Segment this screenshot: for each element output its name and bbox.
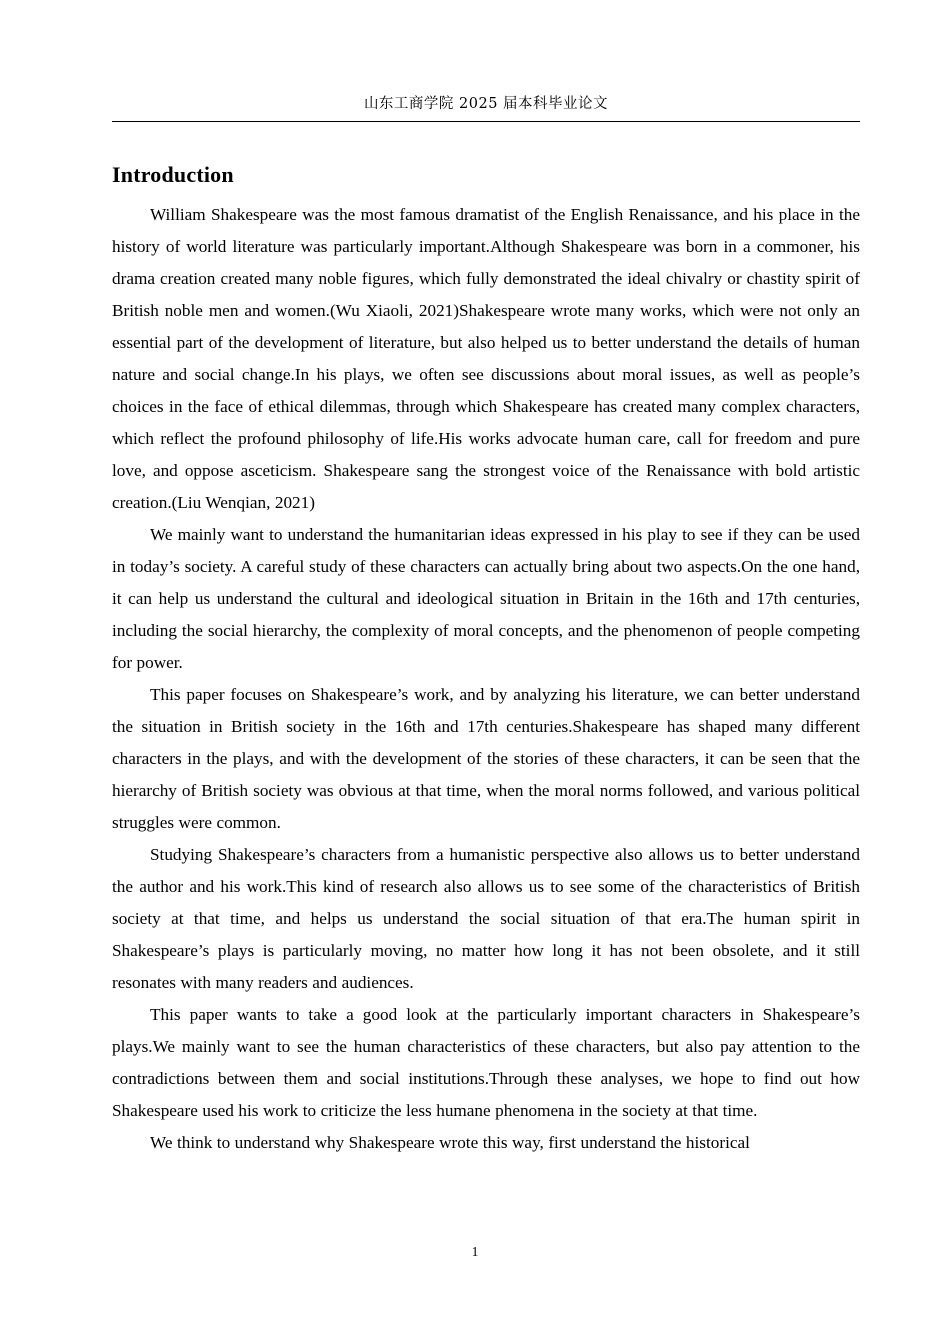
page-number: 1 [471, 1244, 479, 1259]
running-title: 山东工商学院 2025 届本科毕业论文 [363, 96, 609, 112]
paragraph: Studying Shakespeare’s characters from a humanistic perspective also allows us to better understand the author and his work.This kind of research also allows us to see some of the characteristics of British society at that time, and helps us understand the social situation of that era.The human spirit in Shakespeare’s plays is particularly moving, no matter how long it has not been obsolete, and it still resonates with many readers and audiences. [112, 844, 860, 992]
paragraph: We mainly want to understand the humanitarian ideas expressed in his play to see if they can be used in today’s society. A careful study of these characters can actually bring about two aspects.On the one hand, it can help us understand the cultural and ideological situation in Britain in the 16th and 17th centuries, including the social hierarchy, the complexity of moral concepts, and the phenomenon of people competing for power. [112, 524, 860, 672]
document-body [112, 160, 860, 1159]
page-header [112, 96, 860, 113]
header-divider [112, 121, 860, 122]
page-footer [0, 1244, 950, 1260]
paragraph: William Shakespeare was the most famous dramatist of the English Renaissance, and his place in the history of world literature was particularly important.Although Shakespeare was born in a commoner, his drama creation created many noble figures, which fully demonstrated the ideal chivalry or chastity spirit of British noble men and women.(Wu Xiaoli, 2021)Shakespeare wrote many works, which were not only an essential part of the development of literature, but also helped us to better understand the details of human nature and social change.In his plays, we often see discussions about moral issues, as well as people’s choices in the face of ethical dilemmas, through which Shakespeare has created many complex characters, which reflect the profound philosophy of life.His works advocate human care, call for freedom and pure love, and oppose asceticism. Shakespeare sang the strongest voice of the Renaissance with bold artistic creation.(Liu Wenqian, 2021) [112, 204, 860, 512]
paragraph: This paper focuses on Shakespeare’s work, and by analyzing his literature, we can better understand the situation in British society in the 16th and 17th centuries.Shakespeare has shaped many different characters in the plays, and with the development of the stories of these characters, it can be seen that the hierarchy of British society was obvious at that time, when the moral norms followed, and various political struggles were common. [112, 684, 860, 832]
paragraph: We think to understand why Shakespeare wrote this way, first understand the historical [150, 1132, 750, 1152]
paragraph: This paper wants to take a good look at the particularly important characters in Shakespeare’s plays.We mainly want to see the human characteristics of these characters, but also pay attention to the contradictions between them and social institutions.Through these analyses, we hope to find out how Shakespeare used his work to criticize the less humane phenomena in the society at that time. [112, 1004, 860, 1120]
section-heading: Introduction [112, 162, 234, 187]
